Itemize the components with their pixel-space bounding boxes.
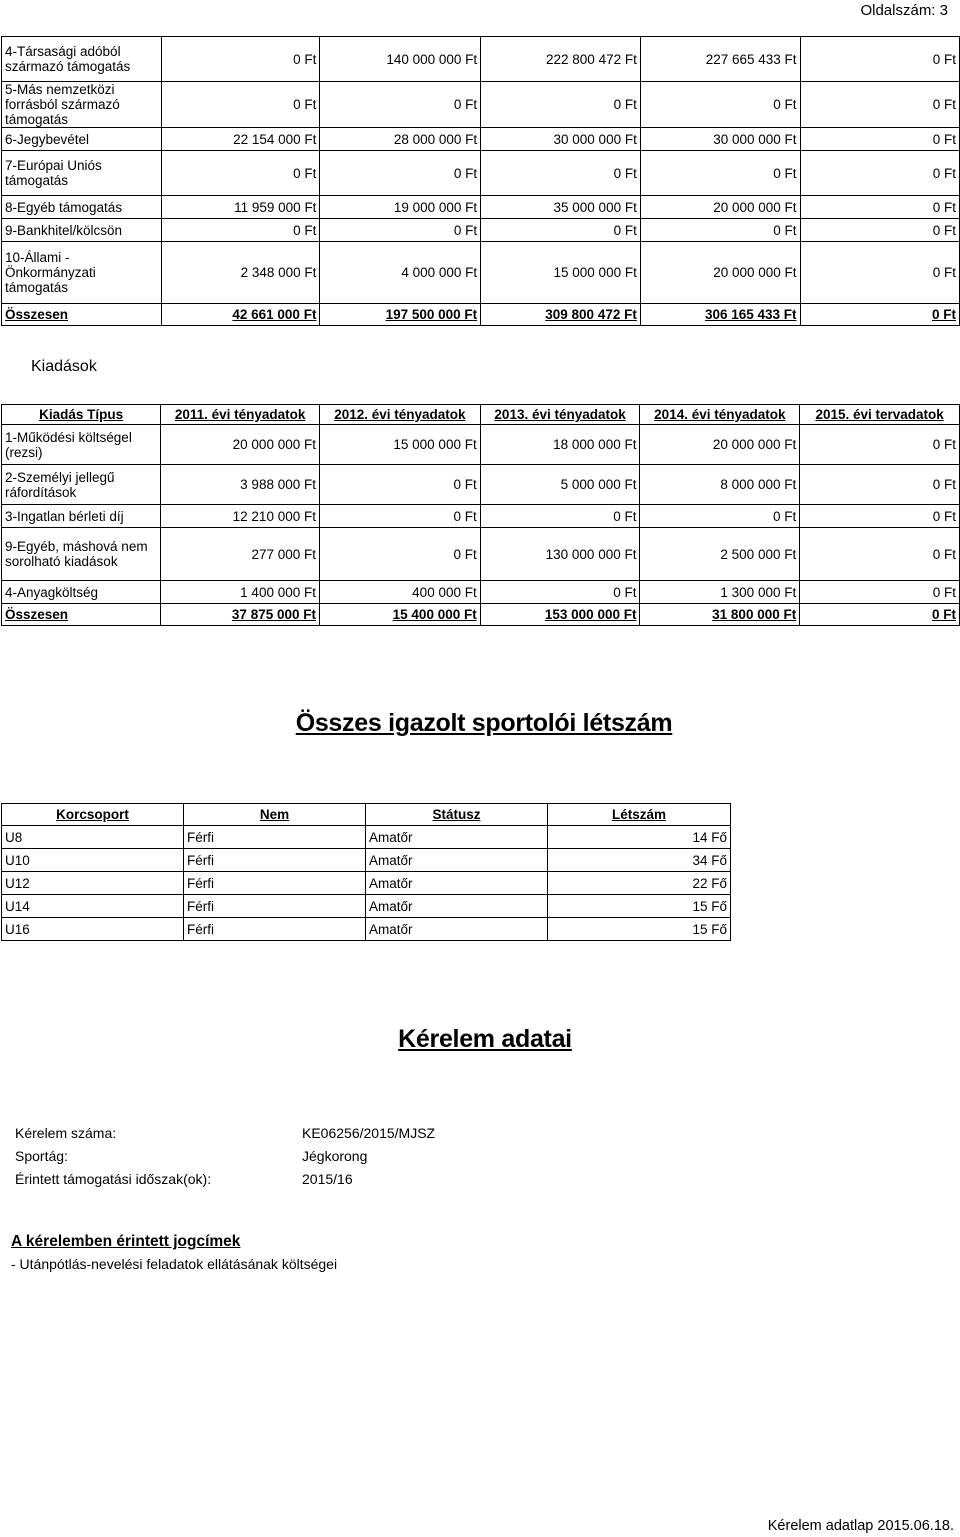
request-fields — [15, 1125, 715, 1194]
column-header: Korcsoport — [2, 804, 184, 826]
amount-cell: 0 Ft — [640, 151, 800, 196]
table-row — [2, 128, 960, 151]
field-value: Jégkorong — [302, 1148, 368, 1164]
amount-cell: 4 000 000 Ft — [320, 242, 481, 304]
request-field — [15, 1171, 715, 1194]
amount-cell: 0 Ft — [319, 528, 480, 581]
table-cell: Amatőr — [366, 895, 548, 918]
amount-cell: 0 Ft — [800, 37, 959, 82]
table-row — [2, 826, 731, 849]
amount-cell: 2 500 000 Ft — [640, 528, 800, 581]
amount-cell: 0 Ft — [800, 196, 959, 219]
amount-cell: 30 000 000 Ft — [481, 128, 641, 151]
request-title: Kérelem adatai — [398, 1025, 572, 1053]
table-row — [2, 872, 731, 895]
amount-cell: 0 Ft — [161, 219, 320, 242]
amount-cell: 400 000 Ft — [319, 581, 480, 604]
amount-cell: 222 800 472 Ft — [481, 37, 641, 82]
amount-cell: 0 Ft — [320, 151, 481, 196]
amount-cell: 0 Ft — [800, 505, 960, 528]
row-label: 9-Egyéb, máshová nem sorolható kiadások — [2, 528, 161, 581]
total-amount-cell: 153 000 000 Ft — [480, 604, 640, 626]
amount-cell: 0 Ft — [480, 505, 640, 528]
row-label: 10-Állami - Önkormányzati támogatás — [2, 242, 162, 304]
table-row — [2, 82, 960, 128]
column-header: Státusz — [366, 804, 548, 826]
table-row — [2, 196, 960, 219]
amount-cell: 28 000 000 Ft — [320, 128, 481, 151]
total-label: Összesen — [2, 304, 162, 326]
list-item: - Utánpótlás-nevelési feladatok ellátásának költségei — [11, 1256, 338, 1272]
total-amount-cell: 15 400 000 Ft — [319, 604, 480, 626]
total-amount-cell: 37 875 000 Ft — [161, 604, 320, 626]
total-row — [2, 604, 960, 626]
column-header: 2011. évi tényadatok — [161, 405, 320, 425]
table-cell: Férfi — [184, 849, 366, 872]
table-row — [2, 849, 731, 872]
column-header: Nem — [184, 804, 366, 826]
table-cell: U8 — [2, 826, 184, 849]
amount-cell: 20 000 000 Ft — [640, 242, 800, 304]
table-cell: U10 — [2, 849, 184, 872]
field-value: 2015/16 — [302, 1171, 353, 1187]
amount-cell: 0 Ft — [800, 425, 960, 465]
athletes-title: Összes igazolt sportolói létszám — [295, 709, 673, 737]
amount-cell: 3 988 000 Ft — [161, 465, 320, 505]
income-table — [1, 36, 960, 326]
table-cell: Férfi — [184, 895, 366, 918]
expenses-table — [1, 404, 960, 626]
amount-cell: 0 Ft — [320, 82, 481, 128]
legal-titles-heading: A kérelemben érintett jogcímek — [11, 1233, 241, 1250]
column-header: 2013. évi tényadatok — [480, 405, 640, 425]
total-amount-cell: 309 800 472 Ft — [481, 304, 641, 326]
table-cell: Férfi — [184, 872, 366, 895]
table-cell: U12 — [2, 872, 184, 895]
amount-cell: 20 000 000 Ft — [640, 425, 800, 465]
total-amount-cell: 0 Ft — [800, 604, 960, 626]
amount-cell: 1 300 000 Ft — [640, 581, 800, 604]
amount-cell: 11 959 000 Ft — [161, 196, 320, 219]
amount-cell: 0 Ft — [800, 219, 959, 242]
total-amount-cell: 31 800 000 Ft — [640, 604, 800, 626]
field-label: Kérelem száma: — [15, 1125, 117, 1141]
table-cell: U16 — [2, 918, 184, 941]
amount-cell: 0 Ft — [481, 219, 641, 242]
row-label: 4-Anyagköltség — [2, 581, 161, 604]
amount-cell: 0 Ft — [640, 219, 800, 242]
amount-cell: 0 Ft — [800, 151, 959, 196]
total-label: Összesen — [2, 604, 161, 626]
table-row — [2, 918, 731, 941]
field-label: Érintett támogatási időszak(ok): — [15, 1171, 212, 1187]
table-row — [2, 505, 960, 528]
amount-cell: 130 000 000 Ft — [480, 528, 640, 581]
amount-cell: 0 Ft — [320, 219, 481, 242]
row-label: 3-Ingatlan bérleti díj — [2, 505, 161, 528]
expenses-section-title: Kiadások — [31, 358, 97, 375]
amount-cell: 1 400 000 Ft — [161, 581, 320, 604]
amount-cell: 0 Ft — [481, 82, 641, 128]
field-value: KE06256/2015/MJSZ — [302, 1125, 436, 1141]
amount-cell: 140 000 000 Ft — [320, 37, 481, 82]
table-row — [2, 528, 960, 581]
row-label: 8-Egyéb támogatás — [2, 196, 162, 219]
amount-cell: 227 665 433 Ft — [640, 37, 800, 82]
amount-cell: 0 Ft — [319, 505, 480, 528]
amount-cell: 0 Ft — [800, 528, 960, 581]
column-header: 2014. évi tényadatok — [640, 405, 800, 425]
total-amount-cell: 0 Ft — [800, 304, 959, 326]
amount-cell: 0 Ft — [800, 128, 959, 151]
total-row — [2, 304, 960, 326]
amount-cell: 15 000 000 Ft — [319, 425, 480, 465]
table-cell: 34 Fő — [548, 849, 731, 872]
amount-cell: 0 Ft — [161, 151, 320, 196]
amount-cell: 277 000 Ft — [161, 528, 320, 581]
table-cell: 15 Fő — [548, 895, 731, 918]
amount-cell: 12 210 000 Ft — [161, 505, 320, 528]
amount-cell: 0 Ft — [640, 505, 800, 528]
row-label: 4-Társasági adóból származó támogatás — [2, 37, 162, 82]
table-row — [2, 219, 960, 242]
table-row — [2, 242, 960, 304]
total-amount-cell: 306 165 433 Ft — [640, 304, 800, 326]
row-label: 2-Személyi jellegű ráfordítások — [2, 465, 161, 505]
field-label: Sportág: — [15, 1148, 68, 1164]
amount-cell: 15 000 000 Ft — [481, 242, 641, 304]
row-label: 7-Európai Uniós támogatás — [2, 151, 162, 196]
athletes-table — [1, 803, 731, 941]
column-header: 2015. évi tervadatok — [800, 405, 960, 425]
total-amount-cell: 197 500 000 Ft — [320, 304, 481, 326]
table-header-row — [2, 804, 731, 826]
row-label: 6-Jegybevétel — [2, 128, 162, 151]
table-cell: 14 Fő — [548, 826, 731, 849]
amount-cell: 20 000 000 Ft — [161, 425, 320, 465]
row-label: 1-Működési költségel (rezsi) — [2, 425, 161, 465]
request-field — [15, 1148, 715, 1171]
table-cell: Amatőr — [366, 918, 548, 941]
table-row — [2, 151, 960, 196]
amount-cell: 0 Ft — [800, 242, 959, 304]
column-header: 2012. évi tényadatok — [319, 405, 480, 425]
table-cell: 22 Fő — [548, 872, 731, 895]
amount-cell: 8 000 000 Ft — [640, 465, 800, 505]
table-row — [2, 465, 960, 505]
table-cell: Amatőr — [366, 826, 548, 849]
amount-cell: 0 Ft — [800, 581, 960, 604]
table-cell: Férfi — [184, 918, 366, 941]
amount-cell: 30 000 000 Ft — [640, 128, 800, 151]
table-cell: 15 Fő — [548, 918, 731, 941]
column-header: Kiadás Típus — [2, 405, 161, 425]
amount-cell: 0 Ft — [640, 82, 800, 128]
amount-cell: 35 000 000 Ft — [481, 196, 641, 219]
page-number: Oldalszám: 3 — [860, 2, 948, 19]
total-amount-cell: 42 661 000 Ft — [161, 304, 320, 326]
amount-cell: 18 000 000 Ft — [480, 425, 640, 465]
request-field — [15, 1125, 715, 1148]
table-row — [2, 895, 731, 918]
page-footer: Kérelem adatlap 2015.06.18. — [767, 1518, 954, 1534]
amount-cell: 0 Ft — [800, 465, 960, 505]
amount-cell: 0 Ft — [480, 581, 640, 604]
amount-cell: 22 154 000 Ft — [161, 128, 320, 151]
amount-cell: 2 348 000 Ft — [161, 242, 320, 304]
amount-cell: 19 000 000 Ft — [320, 196, 481, 219]
table-header-row — [2, 405, 960, 425]
legal-titles-list — [11, 1256, 337, 1272]
table-cell: U14 — [2, 895, 184, 918]
table-cell: Amatőr — [366, 872, 548, 895]
table-row — [2, 425, 960, 465]
amount-cell: 0 Ft — [800, 82, 959, 128]
amount-cell: 0 Ft — [481, 151, 641, 196]
row-label: 5-Más nemzetközi forrásból származó támogatás — [2, 82, 162, 128]
amount-cell: 0 Ft — [161, 82, 320, 128]
column-header: Létszám — [548, 804, 731, 826]
table-cell: Amatőr — [366, 849, 548, 872]
table-cell: Férfi — [184, 826, 366, 849]
amount-cell: 20 000 000 Ft — [640, 196, 800, 219]
amount-cell: 5 000 000 Ft — [480, 465, 640, 505]
table-row — [2, 581, 960, 604]
amount-cell: 0 Ft — [319, 465, 480, 505]
table-row — [2, 37, 960, 82]
amount-cell: 0 Ft — [161, 37, 320, 82]
row-label: 9-Bankhitel/kölcsön — [2, 219, 162, 242]
